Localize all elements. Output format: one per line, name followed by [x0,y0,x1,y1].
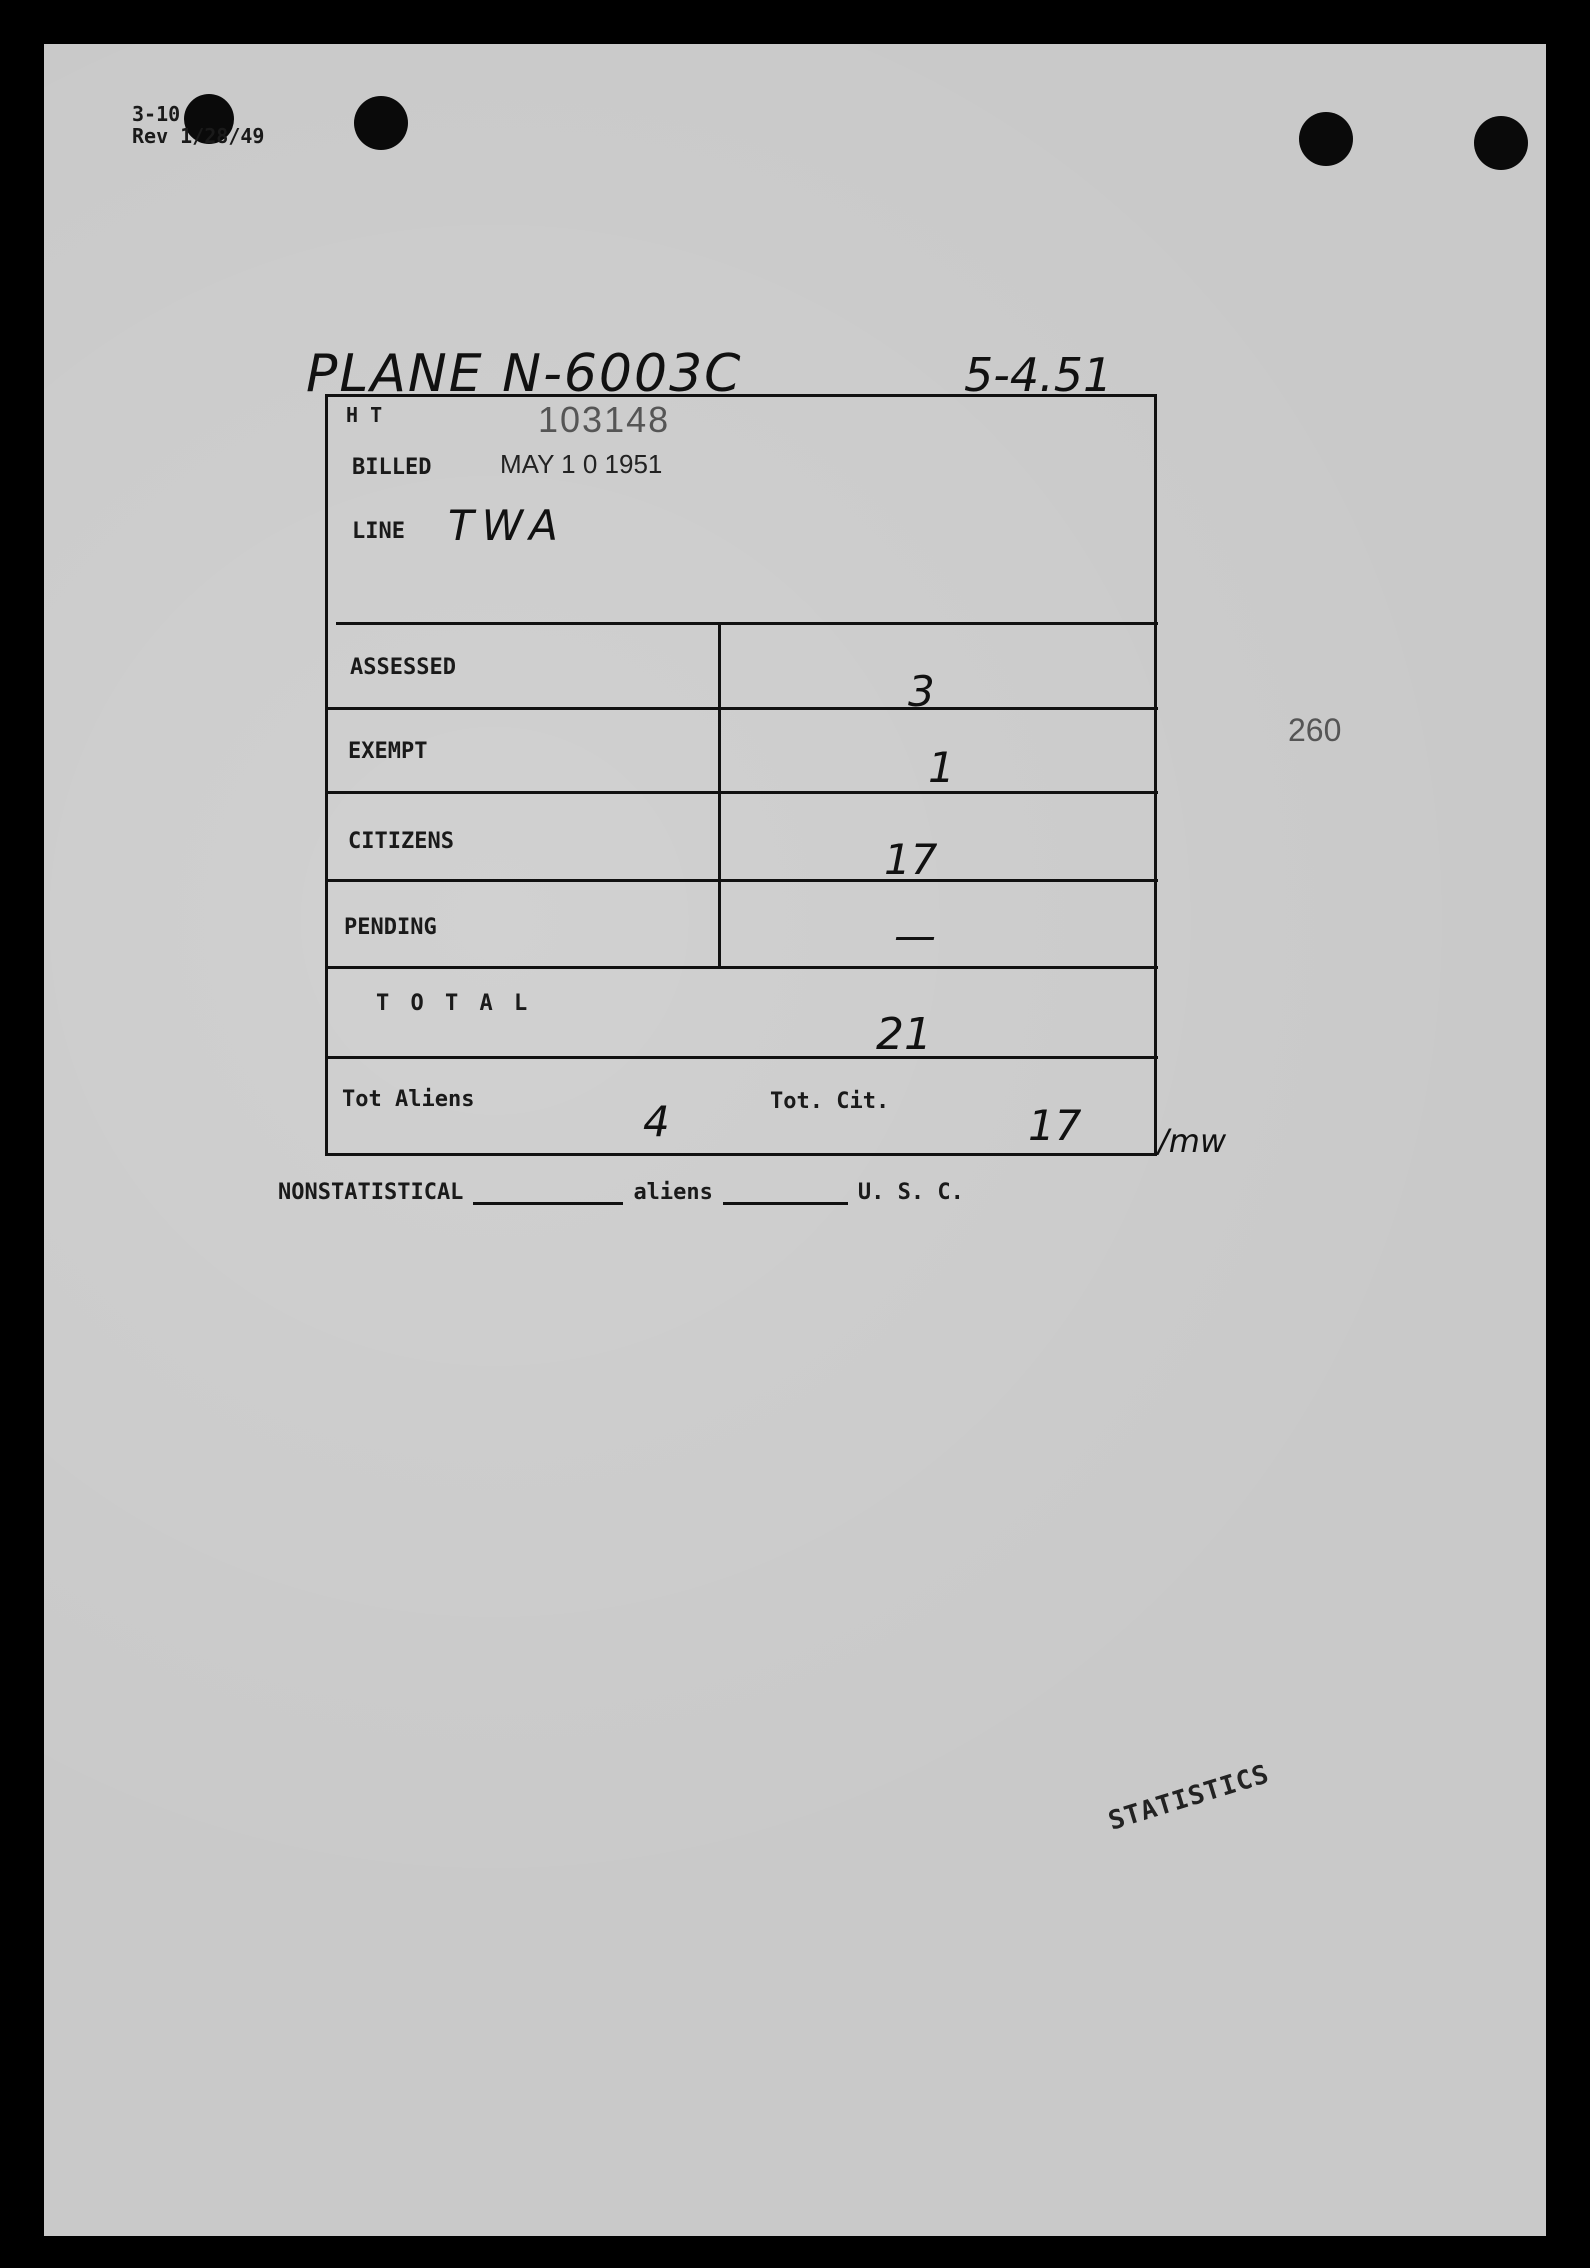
usc-label: U. S. C. [857,1180,964,1205]
billed-label: BILLED [352,455,432,480]
initials: /mw [1158,1122,1227,1160]
punch-hole [1474,116,1528,170]
statistics-stamp: STATISTICS [1105,1759,1274,1837]
side-number: 260 [1288,712,1342,748]
nonstatistical-label: NONSTATISTICAL [278,1180,464,1205]
line-label: LINE [352,519,405,544]
rule [336,622,1158,625]
plane-number: PLANE N-6003C [306,344,743,404]
punch-hole [1299,112,1353,166]
pending-label: PENDING [344,915,437,940]
citizens-value: 17 [884,835,938,884]
punch-hole [354,96,408,150]
statistics-form [325,394,1157,1156]
tot-cit-label: Tot. Cit. [770,1089,890,1114]
line-value: TWA [448,501,566,550]
rule [328,879,1158,882]
form-number: 3-10 [132,102,181,126]
assessed-label: ASSESSED [350,655,456,680]
nonstatistical-line [278,1180,964,1205]
aliens-blank [723,1202,848,1205]
column-divider [718,622,721,967]
ht-number: 103148 [538,399,671,440]
aliens-label: aliens [633,1180,713,1205]
billed-date: MAY 1 0 1951 [500,449,663,479]
tot-cit-value: 17 [1028,1101,1082,1150]
total-value: 21 [876,1009,932,1060]
form-revision: Rev 1/28/49 [132,124,265,148]
exempt-value: 1 [928,743,955,792]
total-label: T O T A L [376,991,532,1016]
tot-aliens-value: 4 [643,1097,670,1146]
citizens-label: CITIZENS [348,829,454,854]
exempt-label: EXEMPT [348,739,428,764]
rule [328,1056,1158,1059]
pending-value: — [894,911,936,960]
ht-label: H T [346,403,383,427]
rule [328,791,1158,794]
tot-aliens-label: Tot Aliens [342,1087,475,1112]
nonstatistical-blank [473,1202,623,1205]
rule [328,707,1158,710]
rule [328,966,1158,969]
header-date: 5-4.51 [964,348,1113,402]
assessed-value: 3 [908,667,935,716]
